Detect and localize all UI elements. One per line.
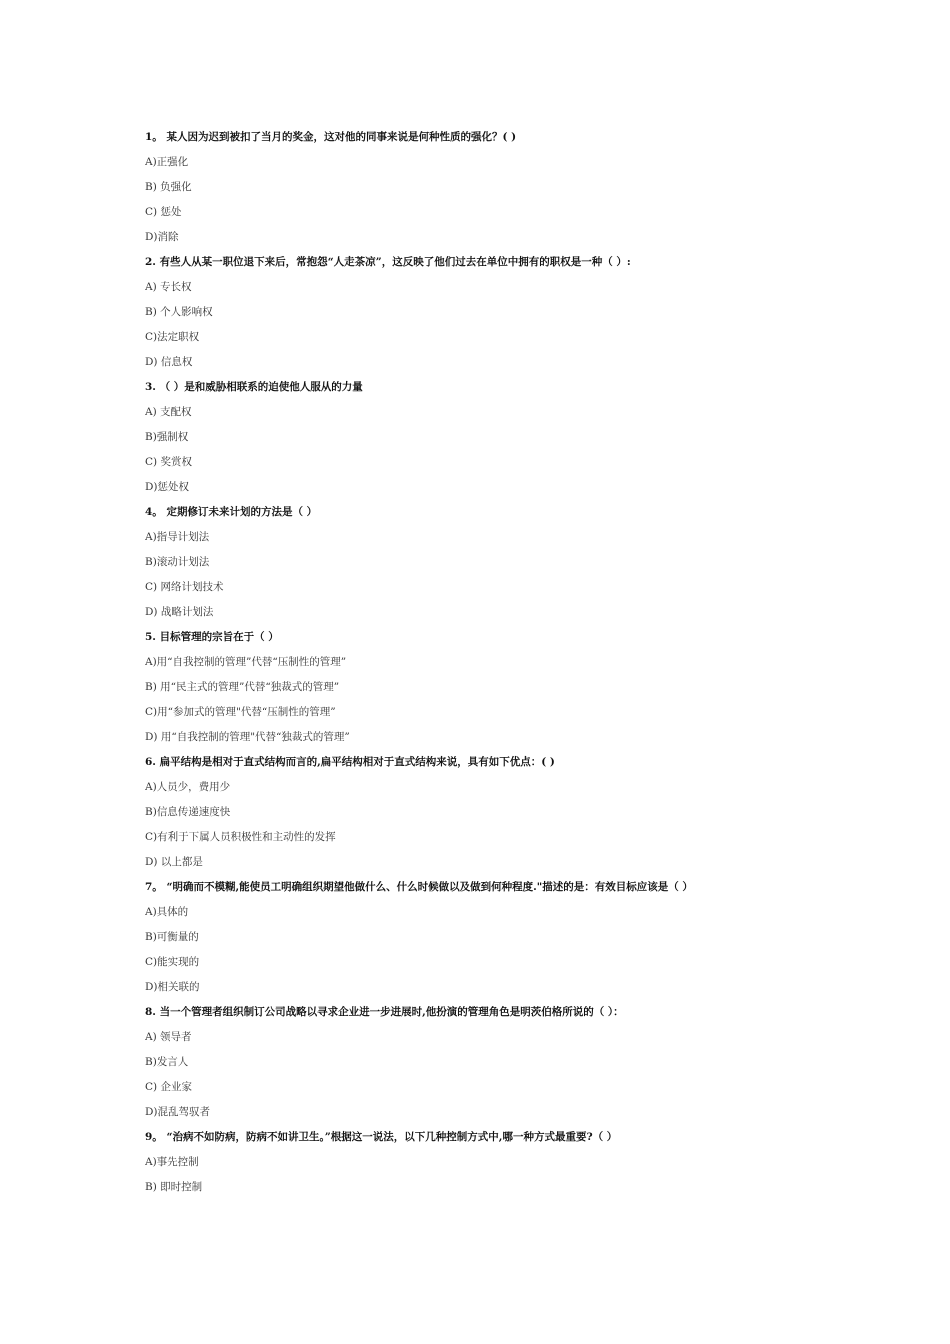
question-3-text: 3. （ ）是和威胁相联系的迫使他人服从的力量 (145, 381, 363, 393)
question-5-option-b: B) 用“民主式的管理”代替“独裁式的管理” (145, 681, 340, 693)
question-6-option-b: B)信息传递速度快 (145, 806, 231, 818)
question-6-option-c: C)有利于下属人员积极性和主动性的发挥 (145, 831, 336, 843)
question-6-option-a: A)人员少，费用少 (145, 781, 231, 793)
question-8-option-a: A) 领导者 (145, 1031, 192, 1043)
question-6-option-d: D) 以上都是 (145, 856, 203, 868)
question-4-option-b: B)滚动计划法 (145, 556, 210, 568)
question-8-option-b: B)发言人 (145, 1056, 189, 1068)
question-3-option-b: B)强制权 (145, 431, 189, 443)
question-8-text: 8. 当一个管理者组织制订公司战略以寻求企业进一步进展时,他扮演的管理角色是明茨伯格所说的（ ）： (145, 1006, 624, 1018)
question-3-option-d: D)惩处权 (145, 481, 190, 493)
question-5-text: 5. 目标管理的宗旨在于（ ） (145, 631, 279, 643)
question-4-option-d: D) 战略计划法 (145, 606, 214, 618)
question-8-option-d: D)混乱驾驭者 (145, 1106, 211, 1118)
question-2-option-a: A) 专长权 (145, 281, 192, 293)
question-7-option-a: A)具体的 (145, 906, 189, 918)
question-4-option-c: C) 网络计划技术 (145, 581, 224, 593)
question-4-option-a: A)指导计划法 (145, 531, 210, 543)
question-2-text: 2. 有些人从某一职位退下来后，常抱怨“人走茶凉”，这反映了他们过去在单位中拥有的职权是一种（ ）: (145, 256, 631, 268)
question-3-option-c: C) 奖赏权 (145, 456, 192, 468)
question-7-text: 7。 “明确而不模糊,能使员工明确组织期望他做什么、什么时候做以及做到何种程度."描述的是：有效目标应该是（ ） (145, 881, 693, 893)
question-9-option-a: A)事先控制 (145, 1156, 199, 1168)
question-8-option-c: C) 企业家 (145, 1081, 192, 1093)
question-3-option-a: A) 支配权 (145, 406, 192, 418)
question-6-text: 6. 扁平结构是相对于直式结构而言的,扁平结构相对于直式结构来说，具有如下优点：( ) (145, 756, 555, 768)
question-list (145, 125, 845, 1200)
question-1-option-a: A)正强化 (145, 156, 189, 168)
question-7-option-d: D)相关联的 (145, 981, 200, 993)
question-2-option-b: B) 个人影响权 (145, 306, 213, 318)
question-2-option-d: D) 信息权 (145, 356, 193, 368)
question-5-option-a: A)用“自我控制的管理”代替“压制性的管理” (145, 656, 347, 668)
question-9-text: 9。 “治病不如防病，防病不如讲卫生。”根据这一说法，以下几种控制方式中,哪一种方式最重要?（ ） (145, 1131, 618, 1143)
question-9-option-b: B) 即时控制 (145, 1181, 203, 1193)
question-4-text: 4。 定期修订未来计划的方法是（ ） (145, 506, 318, 518)
question-7-option-b: B)可衡量的 (145, 931, 199, 943)
question-1-option-b: B) 负强化 (145, 181, 192, 193)
question-2-option-c: C)法定职权 (145, 331, 200, 343)
question-7-option-c: C)能实现的 (145, 956, 200, 968)
question-1-option-c: C) 惩处 (145, 206, 182, 218)
question-5-option-c: C)用“参加式的管理"代替“压制性的管理” (145, 706, 336, 718)
question-1-option-d: D)消除 (145, 231, 179, 243)
question-1-text: 1。 某人因为迟到被扣了当月的奖金，这对他的同事来说是何种性质的强化？( ) (145, 131, 517, 143)
question-5-option-d: D) 用“自我控制的管理"代替“独裁式的管理” (145, 731, 350, 743)
